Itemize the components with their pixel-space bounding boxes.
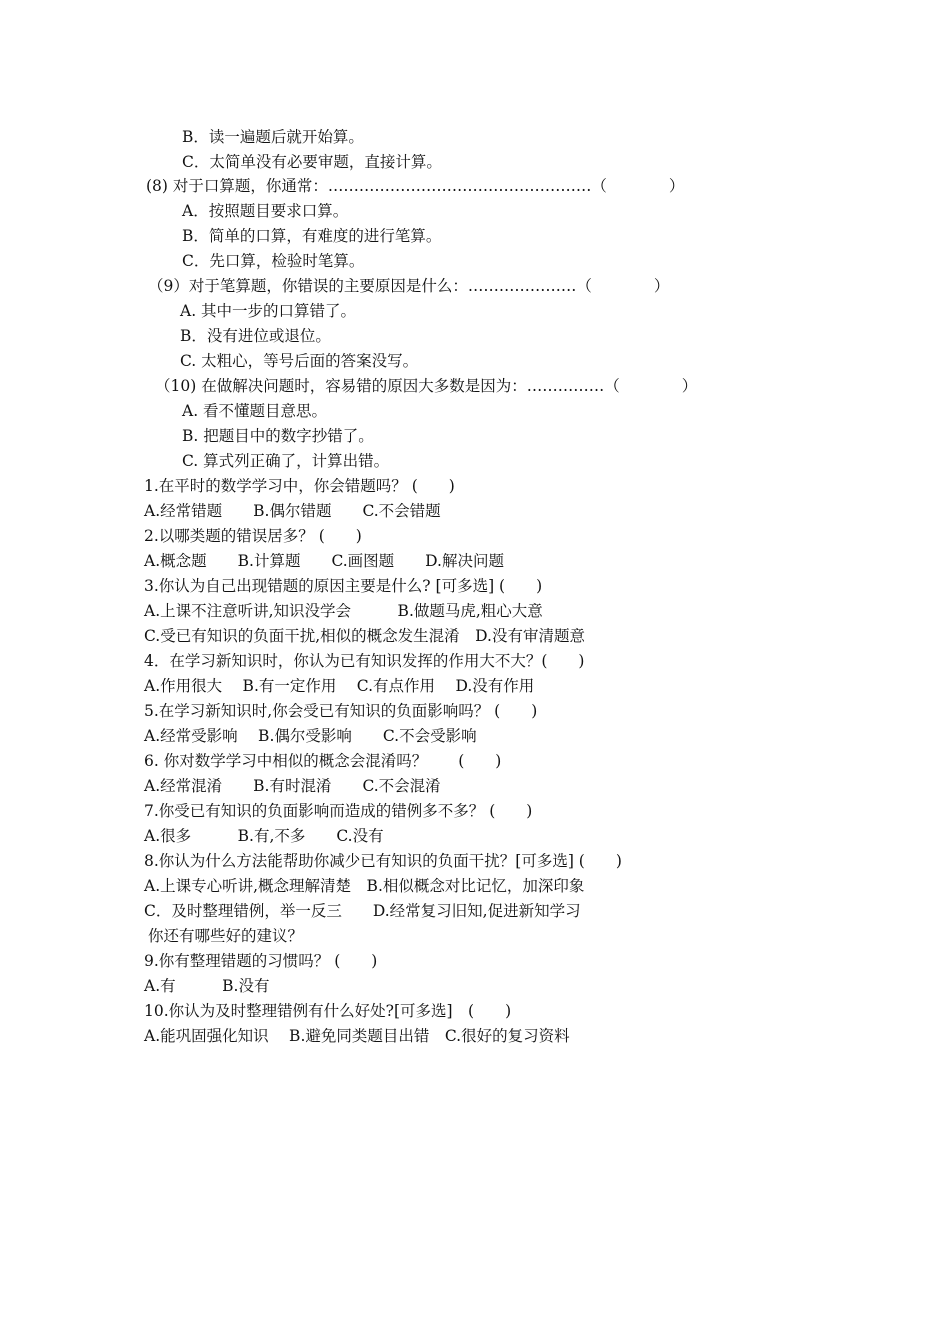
- q9-question: （9）对于笔算题，你错误的主要原因是什么：…………………（ ）: [148, 277, 670, 295]
- survey-q3-options-2: C.受已有知识的负面干扰,相似的概念发生混淆 D.没有审清题意: [144, 627, 585, 645]
- q7-option-b: B．读一遍题后就开始算。: [182, 128, 364, 146]
- survey-q7-options: A.很多 B.有,不多 C.没有: [144, 827, 384, 845]
- q9-option-b: B．没有进位或退位。: [180, 327, 331, 345]
- survey-q9-options: A.有 B.没有: [144, 977, 270, 995]
- survey-q6-options: A.经常混淆 B.有时混淆 C.不会混淆: [144, 777, 441, 795]
- q8-option-c: C．先口算，检验时笔算。: [182, 252, 365, 270]
- survey-q4: 4．在学习新知识时，你认为已有知识发挥的作用大不大？( ): [144, 652, 585, 670]
- survey-q7: 7.你受已有知识的负面影响而造成的错例多不多？ ( ): [144, 802, 533, 820]
- survey-q2-options: A.概念题 B.计算题 C.画图题 D.解决问题: [144, 552, 504, 570]
- survey-q1: 1.在平时的数学学习中，你会错题吗？ ( ): [144, 477, 455, 495]
- survey-q10-options: A.能巩固强化知识 B.避免同类题目出错 C.很好的复习资料: [144, 1027, 570, 1045]
- survey-q3: 3.你认为自己出现错题的原因主要是什么? [可多选] ( ): [144, 577, 543, 595]
- survey-q1-options: A.经常错题 B.偶尔错题 C.不会错题: [144, 502, 441, 520]
- survey-q9: 9.你有整理错题的习惯吗？ ( ): [144, 952, 378, 970]
- survey-q3-options-1: A.上课不注意听讲,知识没学会 B.做题马虎,粗心大意: [144, 602, 543, 620]
- survey-q4-options: A.作用很大 B.有一定作用 C.有点作用 D.没有作用: [144, 677, 535, 695]
- survey-q10: 10.你认为及时整理错例有什么好处?[可多选] ( ): [144, 1002, 512, 1020]
- survey-q2: 2.以哪类题的错误居多？ ( ): [144, 527, 362, 545]
- q10-option-b: B. 把题目中的数字抄错了。: [182, 427, 374, 445]
- survey-q8-options-2: C．及时整理错例，举一反三 D.经常复习旧知,促进新知学习: [144, 902, 581, 920]
- q7-option-c: C．太简单没有必要审题，直接计算。: [182, 153, 442, 171]
- survey-q8: 8.你认为什么方法能帮助你减少已有知识的负面干扰？[可多选] ( ): [144, 852, 622, 870]
- survey-q6: 6. 你对数学学习中相似的概念会混淆吗？ ( ): [144, 752, 502, 770]
- survey-q8-options-1: A.上课专心听讲,概念理解清楚 B.相似概念对比记忆，加深印象: [144, 877, 585, 895]
- survey-q5: 5.在学习新知识时,你会受已有知识的负面影响吗？ ( ): [144, 702, 538, 720]
- q9-option-c: C. 太粗心，等号后面的答案没写。: [180, 352, 419, 370]
- q10-question: （10) 在做解决问题时，容易错的原因大多数是因为：……………（ ）: [155, 377, 698, 395]
- q9-option-a: A. 其中一步的口算错了。: [180, 302, 357, 320]
- q10-option-a: A. 看不懂题目意思。: [182, 402, 328, 420]
- q8-option-a: A．按照题目要求口算。: [182, 202, 349, 220]
- survey-q8-extra: 你还有哪些好的建议？: [148, 927, 304, 945]
- q10-option-c: C. 算式列正确了，计算出错。: [182, 452, 390, 470]
- q8-option-b: B．简单的口算，有难度的进行笔算。: [182, 227, 442, 245]
- q8-question: (8) 对于口算题，你通常：……………………………………………（ ）: [146, 177, 685, 195]
- survey-q5-options: A.经常受影响 B.偶尔受影响 C.不会受影响: [144, 727, 477, 745]
